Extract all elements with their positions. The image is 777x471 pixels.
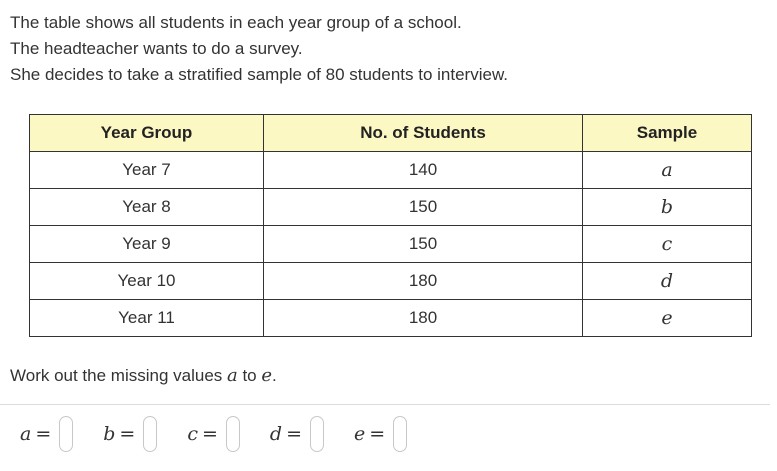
answer-row [20,414,437,454]
answer-label-b: b [103,423,116,445]
equals-sign: = [286,423,303,445]
table-row [30,300,752,337]
table-row [30,226,752,263]
answer-input-d[interactable] [310,416,324,452]
cell-year: Year 7 [30,152,264,189]
table-row [30,189,752,226]
equals-sign: = [119,423,136,445]
cell-sample: a [583,152,752,189]
table-row [30,152,752,189]
answer-input-c[interactable] [226,416,240,452]
task-var-end: e [261,365,273,386]
intro-line-1: The table shows all students in each year group of a school. [10,13,462,32]
intro-line-2: The headteacher wants to do a survey. [10,39,303,58]
equals-sign: = [202,423,218,445]
cell-year: Year 11 [30,300,264,337]
cell-sample: b [583,189,752,226]
task-instruction [10,364,277,388]
table-header-row [30,115,752,152]
intro-line-3: She decides to take a stratified sample of 80 students to interview. [10,65,509,84]
task-suffix: . [272,366,277,385]
divider [0,404,770,405]
answer-label-d: d [269,423,283,445]
answer-label-a: a [20,423,32,445]
answer-input-e[interactable] [393,416,407,452]
cell-students: 150 [264,189,583,226]
cell-year: Year 9 [30,226,264,263]
answer-input-b[interactable] [143,416,157,452]
header-sample: Sample [583,115,752,152]
equals-sign: = [35,423,52,445]
question-intro [10,10,508,88]
answer-e [354,416,407,452]
answer-c [187,416,240,452]
cell-year: Year 8 [30,189,264,226]
cell-students: 140 [264,152,583,189]
answer-label-c: c [187,423,198,445]
answer-input-a[interactable] [59,416,73,452]
table-row [30,263,752,300]
answer-label-e: e [354,423,366,445]
answer-a [20,416,73,452]
cell-students: 180 [264,263,583,300]
task-middle: to [237,366,262,385]
cell-sample: c [583,226,752,263]
cell-students: 180 [264,300,583,337]
header-no-of-students: No. of Students [264,115,583,152]
cell-year: Year 10 [30,263,264,300]
task-prefix: Work out the missing values [10,366,227,385]
cell-sample: e [583,300,752,337]
cell-sample: d [583,263,752,300]
equals-sign: = [369,423,386,445]
task-var-start: a [227,365,238,386]
students-table [29,114,752,337]
cell-students: 150 [264,226,583,263]
answer-d [270,416,324,452]
header-year-group: Year Group [30,115,264,152]
answer-b [103,416,157,452]
